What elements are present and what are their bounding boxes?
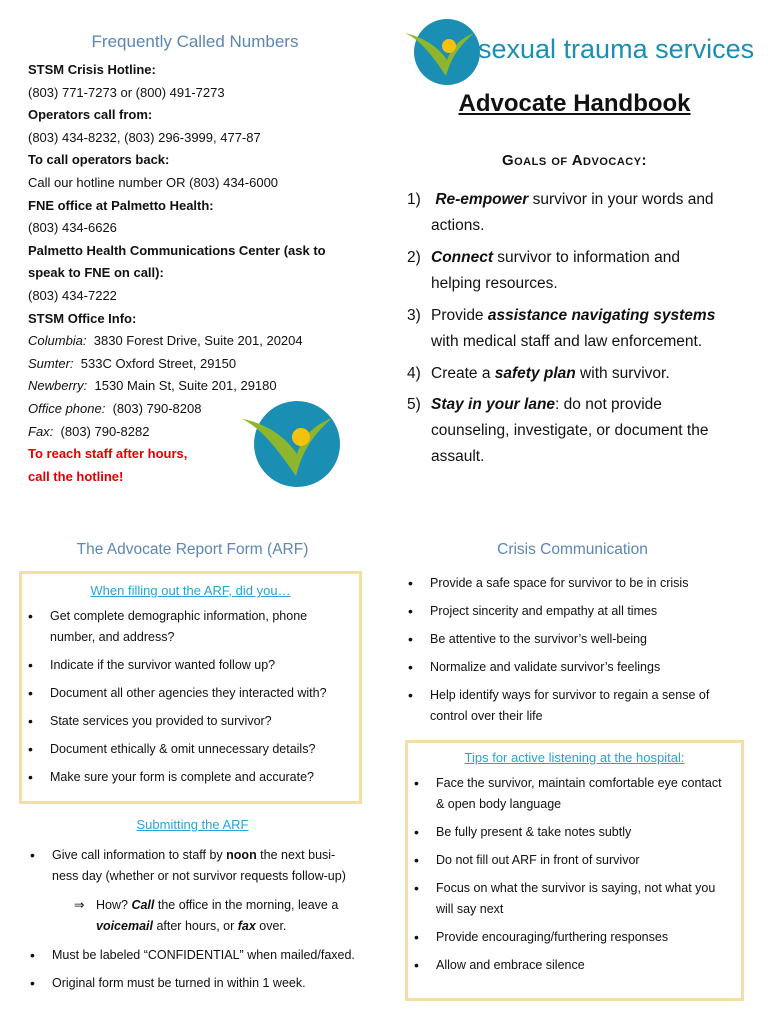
handbook-title: Advocate Handbook — [458, 90, 691, 117]
arf-checklist — [22, 606, 332, 788]
list-item: • State services you provided to survivor? — [22, 711, 332, 732]
goal-text — [431, 245, 751, 297]
list-item: • Face the survivor, maintain comfortable eye contact & open body language — [408, 773, 728, 815]
arf-heading: The Advocate Report Form (ARF) — [76, 541, 309, 558]
goal-line: assault. — [431, 448, 485, 465]
goal-rest: survivor in your words and — [528, 191, 714, 208]
office-line — [28, 375, 368, 398]
arf-checklist-heading: When filling out the ARF, did you… — [90, 583, 291, 598]
arf-checklist-box — [19, 571, 362, 804]
goal-number: 2) — [407, 249, 421, 266]
tips-box — [405, 740, 744, 1001]
how-text: How? — [96, 898, 132, 912]
numbers-line: (803) 771-7273 or (800) 491-7273 — [28, 84, 225, 100]
goal-pre: Create a — [431, 365, 495, 382]
office-label: Sumter: — [28, 355, 74, 371]
goal-emphasis: Re-empower — [435, 191, 529, 208]
crisis-heading: Crisis Communication — [497, 541, 648, 558]
goal-line: with medical staff and law enforcement. — [431, 333, 703, 350]
goal-emphasis: assistance navigating systems — [487, 307, 716, 324]
list-item: • Provide encouraging/furthering responses — [408, 927, 728, 948]
goal-text — [431, 361, 751, 387]
numbers-line: (803) 434-7222 — [28, 287, 117, 303]
submit-text: ness day (whether or not survivor requests follow-up) — [52, 869, 346, 883]
submit-emphasis: noon — [226, 848, 257, 862]
goal-text — [431, 392, 751, 470]
goal-number: 5) — [407, 396, 421, 413]
goal-emphasis: Stay in your lane — [431, 396, 556, 413]
how-text: after hours, or — [152, 919, 238, 933]
goal-emphasis: Connect — [431, 249, 493, 266]
goal-rest: : do not provide — [555, 396, 662, 413]
goal-line: counseling, investigate, or document the — [431, 422, 709, 439]
submit-how — [24, 895, 369, 937]
goal-number: 4) — [407, 365, 421, 382]
submit-list — [24, 845, 369, 994]
numbers-line: Palmetto Health Communications Center (ask to — [28, 242, 326, 258]
goal-emphasis: safety plan — [494, 365, 576, 382]
tips-heading: Tips for active listening at the hospital: — [464, 750, 685, 765]
logo-icon — [404, 18, 482, 86]
office-label: Office phone: — [28, 400, 106, 416]
office-line — [28, 353, 368, 376]
arrow-icon: ⇒ — [74, 898, 85, 912]
how-emphasis: fax — [237, 919, 256, 933]
submit-text: Give call information to staff by — [52, 848, 227, 862]
numbers-line: To call operators back: — [28, 152, 170, 168]
list-item: • Document ethically & omit unnecessary details? — [22, 739, 332, 760]
list-item: • Do not fill out ARF in front of survivor — [408, 850, 728, 871]
office-value: 533C Oxford Street, 29150 — [80, 355, 237, 371]
numbers-line: (803) 434-6626 — [28, 220, 117, 236]
office-line — [28, 330, 368, 353]
how-emphasis: voicemail — [96, 919, 153, 933]
list-item: • Allow and embrace silence — [408, 955, 728, 976]
list-item: • Document all other agencies they interacted with? — [22, 683, 332, 704]
numbers-heading: Frequently Called Numbers — [91, 32, 299, 51]
list-item — [24, 845, 369, 887]
numbers-line: FNE office at Palmetto Health: — [28, 197, 214, 213]
list-item: • Be attentive to the survivor’s well-being — [402, 629, 732, 650]
goal-pre: Provide — [431, 307, 488, 324]
office-label: Columbia: — [28, 333, 87, 349]
goal-text — [431, 187, 751, 239]
office-value: (803) 790-8208 — [112, 400, 202, 416]
crisis-list — [402, 573, 732, 727]
list-item: • Focus on what the survivor is saying, not what you will say next — [408, 878, 728, 920]
goal-number: 3) — [407, 307, 421, 324]
submit-text: the next busi- — [256, 848, 336, 862]
numbers-line: (803) 434-8232, (803) 296-3999, 477-87 — [28, 129, 261, 145]
numbers-line: STSM Office Info: — [28, 310, 137, 326]
how-emphasis: Call — [131, 898, 155, 912]
numbers-line: speak to FNE on call): — [28, 265, 164, 281]
office-value: 3830 Forest Drive, Suite 201, 20204 — [93, 333, 303, 349]
list-item: • Make sure your form is complete and accurate? — [22, 767, 332, 788]
logo-mark-icon — [240, 398, 340, 490]
list-item: • Help identify ways for survivor to regain a sense of control over their life — [402, 685, 732, 727]
list-item: • Get complete demographic information, phone number, and address? — [22, 606, 332, 648]
list-item: • Original form must be turned in within 1 week. — [24, 973, 369, 994]
list-item: • Provide a safe space for survivor to be in crisis — [402, 573, 732, 594]
goal-line: actions. — [431, 217, 485, 234]
goal-number: 1) — [407, 191, 421, 208]
office-label: Fax: — [28, 423, 54, 439]
office-value: 1530 Main St, Suite 201, 29180 — [94, 378, 277, 394]
submit-heading: Submitting the ARF — [136, 817, 249, 832]
goal-rest: survivor to information and — [493, 249, 680, 266]
list-item: • Indicate if the survivor wanted follow up? — [22, 655, 332, 676]
list-item: • Project sincerity and empathy at all times — [402, 601, 732, 622]
office-value: (803) 790-8282 — [60, 423, 150, 439]
how-text: over. — [255, 919, 287, 933]
list-item: • Be fully present & take notes subtly — [408, 822, 728, 843]
goals-title: Goals of Advocacy: — [501, 152, 648, 169]
logo-text: sexual trauma services — [478, 34, 755, 64]
goal-text — [431, 303, 751, 355]
list-item: • Must be labeled “CONFIDENTIAL” when mailed/faxed. — [24, 945, 369, 966]
list-item: • Normalize and validate survivor’s feelings — [402, 657, 732, 678]
goal-rest: with survivor. — [575, 365, 670, 382]
numbers-line: Operators call from: — [28, 107, 153, 123]
goal-line: helping resources. — [431, 275, 558, 292]
after-hours-note: To reach staff after hours, — [28, 446, 188, 462]
after-hours-note: call the hotline! — [28, 468, 124, 484]
office-label: Newberry: — [28, 378, 88, 394]
numbers-line: Call our hotline number OR (803) 434-6000 — [28, 174, 279, 190]
tips-list — [408, 773, 728, 976]
numbers-line: STSM Crisis Hotline: — [28, 62, 156, 77]
how-text: the office in the morning, leave a — [154, 898, 339, 912]
